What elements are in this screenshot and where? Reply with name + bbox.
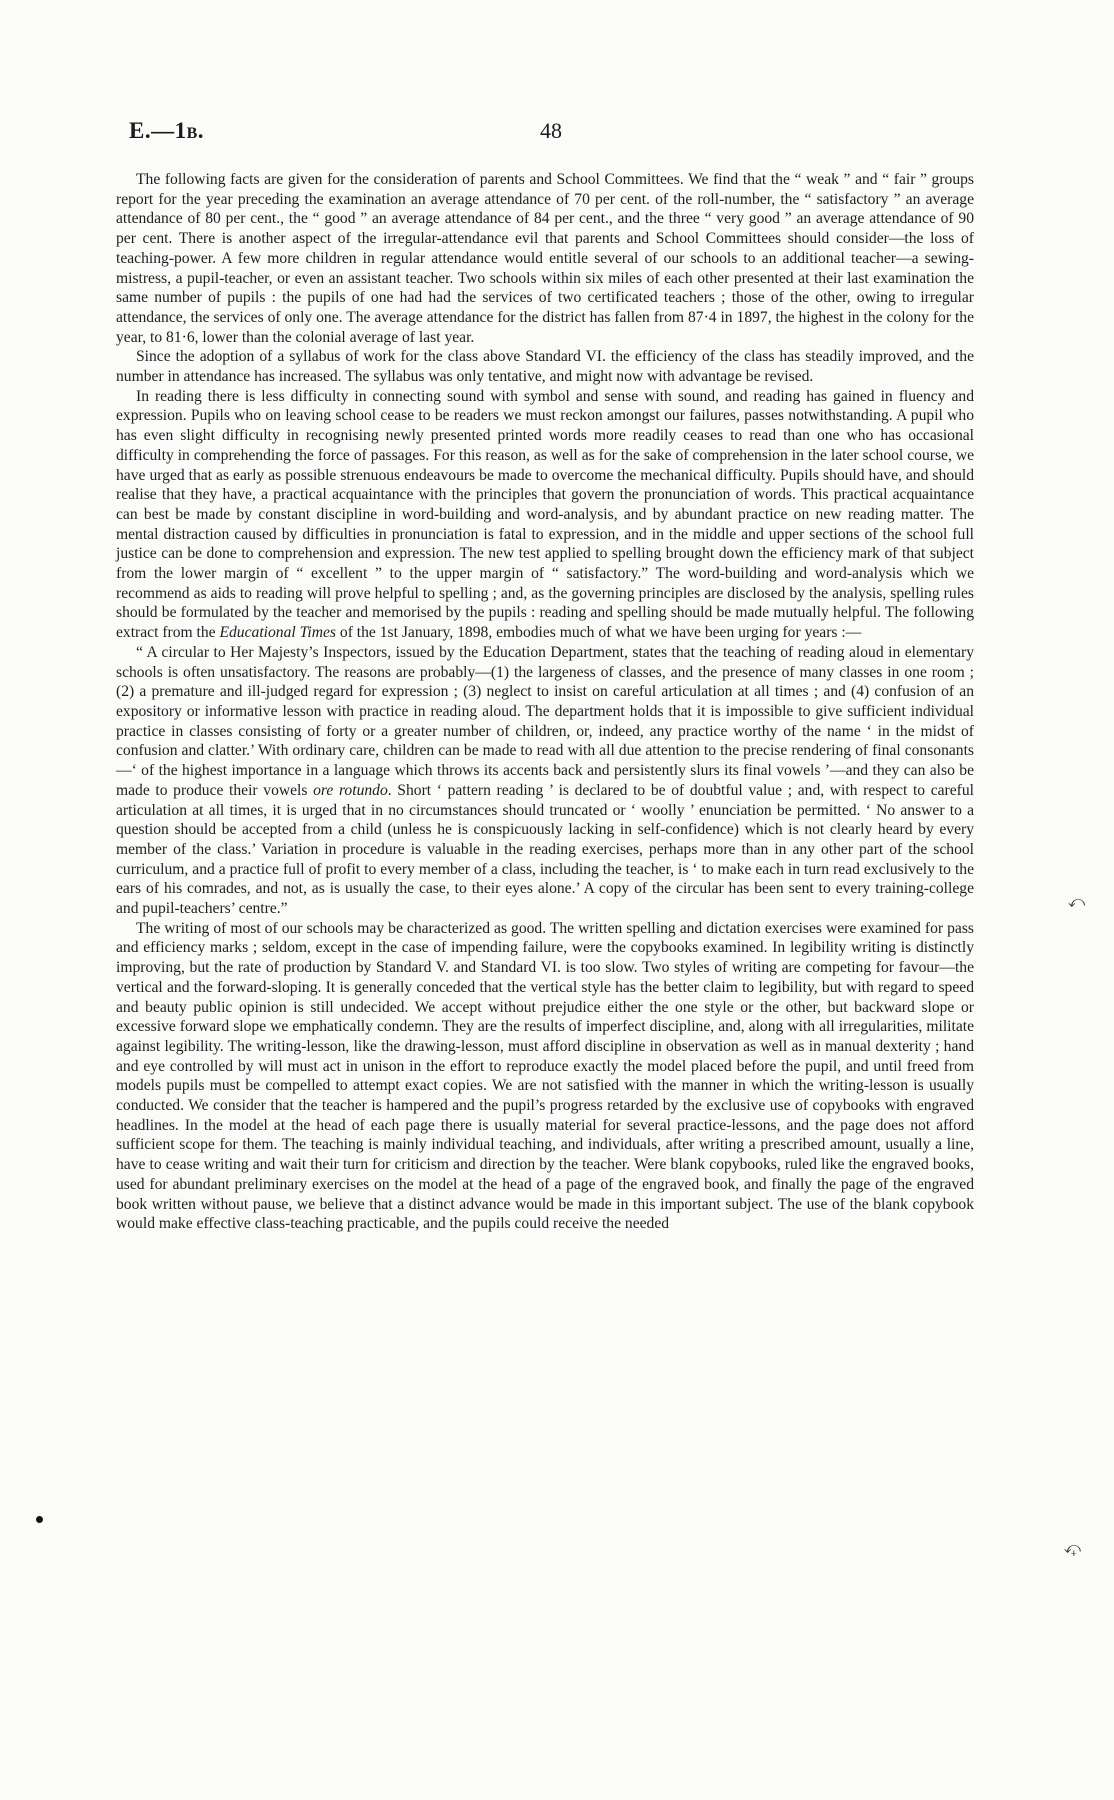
paragraph-reading-end: of the 1st January, 1898, embodies much of what we have been urging for years :— [336, 624, 862, 642]
publication-title: Educational Times [219, 624, 337, 642]
paragraph-reading-text: In reading there is less difficulty in connecting sound with symbol and sense with sound, and reading has gained in fluency and expression. Pupils who on leaving school cease to be readers we must reckon amongst our failures, passes notwithstanding. A pupil who has even slight difficulty in recognising newly presented printed words more readily ceases to read than one who has occasional difficulty in comprehending the force of passages. For this reason, as well as for the sake of comprehension in the later school course, we have urged that as early as possible strenuous endeavours be made to overcome the mechanical difficulty. Pupils should have, and should realise that they have, a practical acquaintance with the principles that govern the pronunciation of words. This practical acquaintance can best be made by constant discipline in word-building and word-analysis, and by abundant practice on new reading matter. The mental distraction caused by difficulties in pronunciation is fatal to expression, and in the middle and upper sections of the school full justice can be done to comprehension and expression. The new test applied to spelling brought down the efficiency mark of that subject from the lower margin of “ excellent ” to the upper margin of “ satisfactory.” The word-building and word-analysis which we recommend as aids to reading will prove helpful to spelling ; and, as the governing principles are disclosed by the analysis, spelling rules should be formulated by the teacher and memorised by the pupils : reading and spelling should be made mutually helpful. The following extract from the [116, 387, 974, 642]
paragraph-circular-quote [116, 643, 974, 919]
margin-dot [36, 1516, 43, 1523]
page-number: 48 [540, 118, 562, 143]
reference-main: E.—1 [129, 118, 187, 143]
body-text [116, 170, 974, 1234]
margin-mark-icon: ⤺ [1068, 892, 1086, 911]
latin-phrase: ore rotundo [313, 781, 388, 799]
paragraph-writing: The writing of most of our schools may be characterized as good. The written spelling and dictation exercises were examined for pass and efficiency marks ; seldom, except in the case of impending failure, were the copybooks examined. In legibility writing is distinctly improving, but the rate of production by Standard V. and Standard VI. is too slow. Two styles of writing are competing for favour—the vertical and the forward-sloping. It is generally conceded that the vertical style has the better claim to legibility, but with regard to speed and beauty public opinion is still undecided. We accept without prejudice either the one style or the other, but backward slope or excessive forward slope we emphatically condemn. They are the results of imperfect discipline, and, along with all irregularities, militate against legibility. The writing-lesson, like the drawing-lesson, must afford discipline in observation as well as in manual dexterity ; hand and eye controlled by will must act in unison in the effort to reproduce exactly the model placed before the pupil, and until freed from models pupils must be compelled to attempt exact copies. We are not satisfied with the manner in which the writing-lesson is usually conducted. We consider that the teacher is hampered and the pupil’s progress retarded by the exclusive use of copybooks with engraved headlines. In the model at the head of each page there is usually material for several practice-lessons, and the page does not afford sufficient scope for them. The teaching is mainly individual teaching, and individuals, after writing a prescribed amount, usually a line, have to cease writing and wait their turn for criticism and direction by the teacher. Were blank copybooks, ruled like the engraved books, used for abundant preliminary exercises on the model at the head of a page of the engraved book, and finally the page of the engraved book written without pause, we believe that a distinct advance would be made in this important subject. The use of the blank copybook would make effective class-teaching practicable, and the pupils could receive the needed [116, 919, 974, 1233]
quote-text: “ A circular to Her Majesty’s Inspectors, issued by the Education Department, states that the teaching of reading aloud in elementary schools is often unsatisfactory. The reasons are probably—(1) the largeness of classes, and the presence of many classes in one room ; (2) a premature and ill-judged regard for expression ; (3) neglect to insist on careful articulation at all times ; and (4) confusion of an expository or informative lesson with practice in reading aloud. The department holds that it is impossible to give sufficient individual practice in classes consisting of forty or a greater number of children, or, indeed, any practice worthy of the name ‘ in the midst of confusion and clatter.’ With ordinary care, children can be made to read with all due attention to the precise rendering of final consonants—‘ of the highest importance in a language which throws its accents back and persistently slurs its final vowels ’—and they can also be made to produce their vowels [116, 643, 974, 799]
reference-suffix: B [186, 125, 198, 142]
reference-end: . [197, 118, 205, 143]
paragraph-syllabus: Since the adoption of a syllabus of work for the class above Standard VI. the efficiency of the class has steadily improved, and the number in attendance has increased. The syllabus was only tentative, and might now with advantage be revised. [116, 348, 974, 386]
quote-text-end: . Short ‘ pattern reading ’ is declared to be of doubtful value ; and, with respect to careful articulation at all times, it is urged that in no circumstances should truncated or ‘ woolly ’ enunciation be permitted. ‘ No answer to a question should be accepted from a child (unless he is conspicuously lacking in self-confidence) which is not clearly heard by every member of the class.’ Variation in procedure is valuable in the reading exercises, perhaps more than in any other part of the school curriculum, and a practice full of profit to every member of a class, including the teacher, is ‘ to make each in turn read exclusively to the ears of his comrades, and not, as is usually the case, to their eyes alone.’ A copy of the circular has been sent to every training-college and pupil-teachers’ centre.” [116, 781, 974, 918]
margin-mark-icon: ⤽ [1064, 1538, 1082, 1557]
page-header [129, 118, 979, 148]
paragraph-reading [116, 387, 974, 643]
paragraph-attendance: The following facts are given for the consideration of parents and School Committees. We find that the “ weak ” and “ fair ” groups report for the year preceding the examination an average attendance of 70 per cent. of the roll-number, the “ satisfactory ” an average attendance of 80 per cent., the “ good ” an average attendance of 84 per cent., and the three “ very good ” an average attendance of 90 per cent. There is another aspect of the irregular-attendance evil that parents and School Committees should consider—the loss of teaching-power. A few more children in regular attendance would entitle several of our schools to an additional teacher—a sewing-mistress, a pupil-teacher, or even an assistant teacher. Two schools within six miles of each other presented at their last examination the same number of pupils : the pupils of one had had the services of two certificated teachers ; those of the other, owing to irregular attendance, the services of only one. The average attendance for the district has fallen from 87·4 in 1897, the highest in the colony for the year, to 81·6, lower than the colonial average of last year. [116, 171, 974, 346]
document-reference [129, 118, 204, 144]
